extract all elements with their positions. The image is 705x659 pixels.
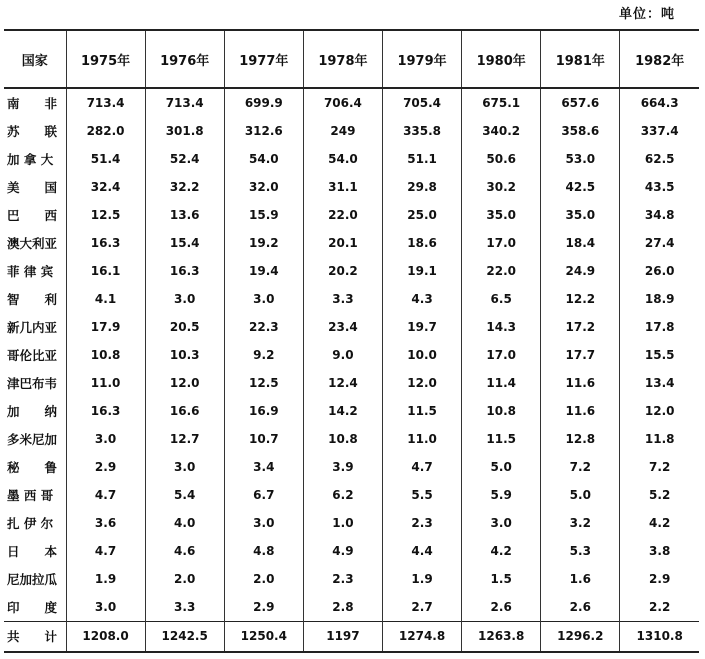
value-cell: 3.2	[541, 509, 620, 537]
value-cell: 22.0	[462, 257, 541, 285]
value-cell: 12.2	[541, 285, 620, 313]
value-cell: 17.7	[541, 341, 620, 369]
column-header-year: 1979年	[383, 30, 462, 88]
value-cell: 4.1	[66, 285, 145, 313]
value-cell: 16.3	[66, 397, 145, 425]
value-cell: 3.9	[303, 453, 382, 481]
value-cell: 10.8	[66, 341, 145, 369]
value-cell: 4.0	[145, 509, 224, 537]
country-cell: 多米尼加	[7, 431, 58, 447]
value-cell: 31.1	[303, 173, 382, 201]
value-cell: 664.3	[620, 88, 699, 118]
value-cell: 53.0	[541, 145, 620, 173]
value-cell: 11.8	[620, 425, 699, 453]
country-cell: 日 本	[7, 543, 58, 559]
value-cell: 62.5	[620, 145, 699, 173]
table-row	[4, 285, 699, 313]
value-cell: 6.7	[224, 481, 303, 509]
value-cell: 1250.4	[224, 621, 303, 652]
gold-production-table	[4, 29, 699, 653]
column-header-year: 1976年	[145, 30, 224, 88]
value-cell: 30.2	[462, 173, 541, 201]
value-cell: 301.8	[145, 118, 224, 146]
value-cell: 5.4	[145, 481, 224, 509]
value-cell: 3.0	[145, 453, 224, 481]
value-cell: 29.8	[383, 173, 462, 201]
value-cell: 2.2	[620, 593, 699, 622]
value-cell: 54.0	[224, 145, 303, 173]
value-cell: 1263.8	[462, 621, 541, 652]
value-cell: 3.8	[620, 537, 699, 565]
value-cell: 9.0	[303, 341, 382, 369]
value-cell: 4.7	[66, 481, 145, 509]
value-cell: 2.0	[145, 565, 224, 593]
country-cell: 智 利	[7, 292, 58, 308]
value-cell: 5.0	[462, 453, 541, 481]
value-cell: 675.1	[462, 88, 541, 118]
value-cell: 337.4	[620, 118, 699, 146]
value-cell: 2.3	[383, 509, 462, 537]
value-cell: 12.7	[145, 425, 224, 453]
country-cell: 南 非	[4, 88, 66, 118]
value-cell: 1208.0	[66, 621, 145, 652]
country-cell: 苏 联	[7, 124, 58, 140]
table-row	[4, 509, 699, 537]
value-cell: 1274.8	[383, 621, 462, 652]
country-cell: 美 国	[7, 180, 58, 196]
value-cell: 9.2	[224, 341, 303, 369]
table-row	[4, 341, 699, 369]
value-cell: 2.9	[224, 593, 303, 622]
value-cell: 699.9	[224, 88, 303, 118]
value-cell: 3.0	[224, 509, 303, 537]
value-cell: 17.9	[66, 313, 145, 341]
value-cell: 3.0	[66, 425, 145, 453]
value-cell: 32.4	[66, 173, 145, 201]
country-cell: 新几内亚	[7, 320, 58, 336]
value-cell: 52.4	[145, 145, 224, 173]
country-cell: 澳大利亚	[7, 236, 58, 252]
country-cell: 菲 律 宾	[7, 264, 54, 280]
value-cell: 42.5	[541, 173, 620, 201]
value-cell: 10.8	[462, 397, 541, 425]
value-cell: 20.1	[303, 229, 382, 257]
value-cell: 10.8	[303, 425, 382, 453]
value-cell: 4.7	[66, 537, 145, 565]
value-cell: 14.3	[462, 313, 541, 341]
country-cell: 秘 鲁	[7, 459, 58, 475]
value-cell: 27.4	[620, 229, 699, 257]
value-cell: 2.6	[462, 593, 541, 622]
value-cell: 12.0	[620, 397, 699, 425]
value-cell: 2.0	[224, 565, 303, 593]
value-cell: 32.2	[145, 173, 224, 201]
value-cell: 43.5	[620, 173, 699, 201]
total-row	[4, 621, 699, 652]
value-cell: 15.4	[145, 229, 224, 257]
table-row	[4, 481, 699, 509]
value-cell: 1.9	[383, 565, 462, 593]
value-cell: 2.8	[303, 593, 382, 622]
value-cell: 5.9	[462, 481, 541, 509]
value-cell: 17.0	[462, 229, 541, 257]
column-header-country: 国家	[4, 30, 66, 88]
country-cell: 墨 西 哥	[7, 487, 54, 503]
value-cell: 4.7	[383, 453, 462, 481]
value-cell: 17.8	[620, 313, 699, 341]
value-cell: 26.0	[620, 257, 699, 285]
value-cell: 3.0	[145, 285, 224, 313]
value-cell: 16.3	[66, 229, 145, 257]
value-cell: 50.6	[462, 145, 541, 173]
unit-label: 单位：吨	[618, 7, 675, 22]
table-row	[4, 537, 699, 565]
country-cell: 印 度	[7, 599, 58, 615]
value-cell: 6.2	[303, 481, 382, 509]
value-cell: 5.0	[541, 481, 620, 509]
value-cell: 1296.2	[541, 621, 620, 652]
value-cell: 20.5	[145, 313, 224, 341]
value-cell: 5.2	[620, 481, 699, 509]
table-row	[4, 593, 699, 622]
column-header-year: 1977年	[224, 30, 303, 88]
table-row	[4, 118, 699, 146]
value-cell: 10.0	[383, 341, 462, 369]
value-cell: 11.5	[462, 425, 541, 453]
value-cell: 1.5	[462, 565, 541, 593]
value-cell: 7.2	[541, 453, 620, 481]
value-cell: 22.0	[303, 201, 382, 229]
value-cell: 6.5	[462, 285, 541, 313]
value-cell: 5.5	[383, 481, 462, 509]
value-cell: 358.6	[541, 118, 620, 146]
header-row	[4, 30, 699, 88]
value-cell: 2.7	[383, 593, 462, 622]
value-cell: 282.0	[66, 118, 145, 146]
value-cell: 19.4	[224, 257, 303, 285]
value-cell: 3.6	[66, 509, 145, 537]
table-row	[4, 173, 699, 201]
value-cell: 249	[303, 118, 382, 146]
value-cell: 16.6	[145, 397, 224, 425]
table-row	[4, 453, 699, 481]
value-cell: 15.9	[224, 201, 303, 229]
value-cell: 3.0	[66, 593, 145, 622]
country-cell: 加 拿 大	[7, 152, 54, 168]
value-cell: 23.4	[303, 313, 382, 341]
value-cell: 1197	[303, 621, 382, 652]
value-cell: 24.9	[541, 257, 620, 285]
value-cell: 7.2	[620, 453, 699, 481]
table-row	[4, 229, 699, 257]
country-cell: 尼加拉瓜	[7, 571, 58, 587]
value-cell: 18.9	[620, 285, 699, 313]
value-cell: 2.9	[66, 453, 145, 481]
value-cell: 35.0	[541, 201, 620, 229]
value-cell: 18.6	[383, 229, 462, 257]
value-cell: 4.2	[462, 537, 541, 565]
value-cell: 19.1	[383, 257, 462, 285]
value-cell: 17.2	[541, 313, 620, 341]
value-cell: 3.3	[303, 285, 382, 313]
value-cell: 335.8	[383, 118, 462, 146]
column-header-year: 1975年	[66, 30, 145, 88]
value-cell: 13.4	[620, 369, 699, 397]
column-header-year: 1980年	[462, 30, 541, 88]
value-cell: 32.0	[224, 173, 303, 201]
value-cell: 1.9	[66, 565, 145, 593]
value-cell: 16.3	[145, 257, 224, 285]
value-cell: 13.6	[145, 201, 224, 229]
country-cell: 加 纳	[7, 404, 58, 420]
value-cell: 19.2	[224, 229, 303, 257]
table-row	[4, 257, 699, 285]
value-cell: 20.2	[303, 257, 382, 285]
value-cell: 705.4	[383, 88, 462, 118]
value-cell: 54.0	[303, 145, 382, 173]
value-cell: 51.4	[66, 145, 145, 173]
country-cell: 扎 伊 尔	[7, 515, 54, 531]
value-cell: 706.4	[303, 88, 382, 118]
value-cell: 5.3	[541, 537, 620, 565]
value-cell: 1310.8	[620, 621, 699, 652]
value-cell: 312.6	[224, 118, 303, 146]
value-cell: 12.0	[383, 369, 462, 397]
table-row	[4, 313, 699, 341]
value-cell: 17.0	[462, 341, 541, 369]
value-cell: 16.1	[66, 257, 145, 285]
value-cell: 4.2	[620, 509, 699, 537]
value-cell: 11.6	[541, 369, 620, 397]
value-cell: 340.2	[462, 118, 541, 146]
value-cell: 657.6	[541, 88, 620, 118]
value-cell: 11.5	[383, 397, 462, 425]
value-cell: 3.0	[462, 509, 541, 537]
value-cell: 11.0	[66, 369, 145, 397]
value-cell: 35.0	[462, 201, 541, 229]
value-cell: 713.4	[145, 88, 224, 118]
table-row	[4, 369, 699, 397]
value-cell: 4.6	[145, 537, 224, 565]
country-cell: 哥伦比亚	[7, 348, 58, 364]
value-cell: 11.6	[541, 397, 620, 425]
table-row	[4, 145, 699, 173]
table-row	[4, 565, 699, 593]
value-cell: 16.9	[224, 397, 303, 425]
country-cell: 巴 西	[7, 208, 58, 224]
value-cell: 3.0	[224, 285, 303, 313]
column-header-year: 1981年	[541, 30, 620, 88]
value-cell: 3.4	[224, 453, 303, 481]
country-cell: 津巴布韦	[7, 376, 58, 392]
value-cell: 10.7	[224, 425, 303, 453]
value-cell: 18.4	[541, 229, 620, 257]
value-cell: 3.3	[145, 593, 224, 622]
value-cell: 51.1	[383, 145, 462, 173]
table-row	[4, 397, 699, 425]
value-cell: 34.8	[620, 201, 699, 229]
value-cell: 12.8	[541, 425, 620, 453]
value-cell: 22.3	[224, 313, 303, 341]
value-cell: 11.0	[383, 425, 462, 453]
table-row	[4, 201, 699, 229]
value-cell: 14.2	[303, 397, 382, 425]
country-cell: 共 计	[4, 621, 66, 652]
value-cell: 1.0	[303, 509, 382, 537]
value-cell: 12.4	[303, 369, 382, 397]
value-cell: 11.4	[462, 369, 541, 397]
value-cell: 4.4	[383, 537, 462, 565]
value-cell: 12.5	[224, 369, 303, 397]
value-cell: 25.0	[383, 201, 462, 229]
value-cell: 19.7	[383, 313, 462, 341]
value-cell: 2.3	[303, 565, 382, 593]
table-row	[4, 88, 699, 118]
value-cell: 12.5	[66, 201, 145, 229]
value-cell: 2.9	[620, 565, 699, 593]
value-cell: 12.0	[145, 369, 224, 397]
value-cell: 2.6	[541, 593, 620, 622]
value-cell: 1.6	[541, 565, 620, 593]
column-header-year: 1982年	[620, 30, 699, 88]
value-cell: 10.3	[145, 341, 224, 369]
value-cell: 1242.5	[145, 621, 224, 652]
value-cell: 4.3	[383, 285, 462, 313]
value-cell: 15.5	[620, 341, 699, 369]
value-cell: 713.4	[66, 88, 145, 118]
column-header-year: 1978年	[303, 30, 382, 88]
table-row	[4, 425, 699, 453]
value-cell: 4.9	[303, 537, 382, 565]
value-cell: 4.8	[224, 537, 303, 565]
